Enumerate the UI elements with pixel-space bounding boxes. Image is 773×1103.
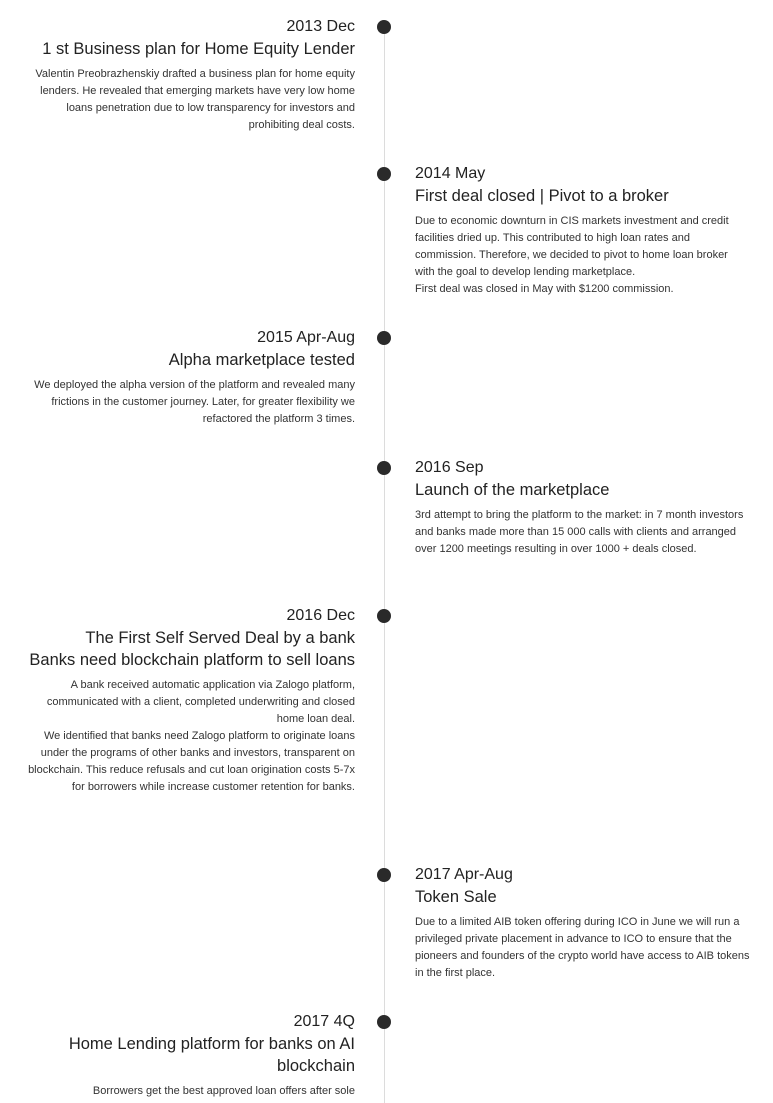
event-title: The First Self Served Deal by a bank Banks need blockchain platform to sell loans xyxy=(29,629,355,669)
timeline-dot xyxy=(377,331,391,345)
event-title: First deal closed | Pivot to a broker xyxy=(415,187,669,205)
timeline-line xyxy=(384,26,385,1103)
event-description: We deployed the alpha version of the platform and revealed many frictions in the customer journey. Later, for greater flexibility we refactored the platform 3 times. xyxy=(34,379,355,425)
timeline-event xyxy=(20,605,355,796)
timeline-dot xyxy=(377,167,391,181)
event-date: 2017 4Q xyxy=(293,1013,355,1030)
timeline-dot xyxy=(377,20,391,34)
timeline-dot xyxy=(377,1015,391,1029)
timeline-event xyxy=(415,457,750,558)
event-title: Launch of the marketplace xyxy=(415,481,610,499)
timeline-dot xyxy=(377,461,391,475)
timeline-event xyxy=(20,327,355,428)
event-title: Alpha marketplace tested xyxy=(168,351,355,369)
timeline-dot xyxy=(377,868,391,882)
event-date: 2013 Dec xyxy=(286,18,355,35)
event-date: 2015 Apr-Aug xyxy=(257,329,355,346)
timeline-event xyxy=(20,1011,355,1100)
event-description: Borrowers get the best approved loan offers after sole xyxy=(92,1085,355,1097)
timeline-dot xyxy=(377,609,391,623)
event-description: 3rd attempt to bring the platform to the market: in 7 month investors and banks made more than 15 000 calls with clients and arranged over 1200 meetings resulting in over 1000 + deals closed. xyxy=(415,509,744,555)
event-title: Token Sale xyxy=(415,888,497,906)
event-date: 2016 Sep xyxy=(415,459,484,476)
event-description: Due to economic downturn in CIS markets investment and credit facilities dried up. This contributed to high loan rates and commission. Therefore, we decided to pivot to home loan broker with the goal to develop lending marketplace. First deal was closed in May with $1200 commission. xyxy=(415,215,729,295)
event-title: Home Lending platform for banks on AI blockchain xyxy=(68,1035,355,1075)
event-description: Due to a limited AIB token offering during ICO in June we will run a privileged private placement in advance to ICO to ensure that the pioneers and founders of the crypto world have access to AIB tokens in the first place. xyxy=(415,916,750,979)
event-description: A bank received automatic application via Zalogo platform, communicated with a client, completed underwriting and closed home loan deal. We identified that banks need Zalogo platform to originate loans under the programs of other banks and investors, transparent on blockchain. This reduce refusals and cut loan origination costs 5-7x for borrowers while increase customer retention for banks. xyxy=(28,679,355,793)
event-date: 2014 May xyxy=(415,165,486,182)
event-date: 2016 Dec xyxy=(286,607,355,624)
timeline-event xyxy=(415,864,750,982)
timeline-event xyxy=(415,163,750,298)
timeline-event xyxy=(20,16,355,134)
event-date: 2017 Apr-Aug xyxy=(415,866,513,883)
event-description: Valentin Preobrazhenskiy drafted a business plan for home equity lenders. He revealed that emerging markets have very low home loans penetration due to low transparency for investors and prohibiting deal costs. xyxy=(35,68,355,131)
event-title: 1 st Business plan for Home Equity Lender xyxy=(42,40,355,58)
